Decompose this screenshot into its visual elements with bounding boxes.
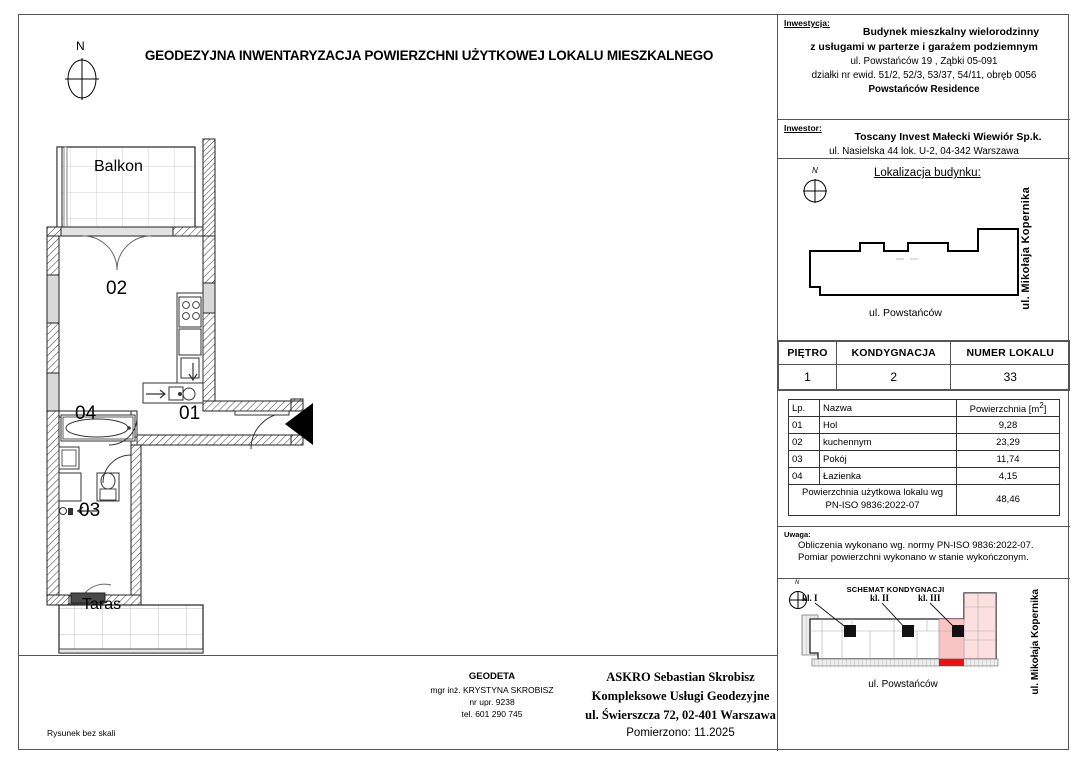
rooms-table-wrap <box>778 391 1070 527</box>
company-name: ASKRO Sebastian Skrobisz <box>606 670 755 684</box>
stair-label-1: kl. I <box>802 592 818 603</box>
unit-header-table <box>778 341 1070 391</box>
header-area-end: ] <box>1043 404 1047 416</box>
table-row <box>789 468 1060 485</box>
header-band <box>19 15 777 115</box>
row-area: 9,28 <box>957 417 1060 434</box>
total-label <box>789 485 957 516</box>
value-pietro: 1 <box>779 365 837 390</box>
total-label-line2: PN-ISO 9836:2022-07 <box>825 499 920 511</box>
investment-line3: ul. Powstańców 19 , Ząbki 05-091 <box>850 55 998 67</box>
row-lp: 02 <box>789 434 820 451</box>
surveyor-title: GEODETA <box>468 671 516 682</box>
investor-name: Toscany Invest Małecki Wiewiór Sp.k. <box>854 131 1042 143</box>
investment-line2: z usługami w parterze i garażem podziemnym <box>810 40 1038 53</box>
table-row <box>789 451 1060 468</box>
table-row <box>789 417 1060 434</box>
value-kondygnacja: 2 <box>836 365 951 390</box>
row-lp: 03 <box>789 451 820 468</box>
header-area-text: Powierzchnia [m <box>969 404 1040 416</box>
col-kondygnacja: KONDYGNACJA <box>836 342 951 365</box>
row-area: 23,29 <box>957 434 1060 451</box>
floor-scheme-section <box>778 579 1070 703</box>
unit-value-row <box>779 365 1070 390</box>
location-title: Lokalizacja budynku: <box>874 167 981 179</box>
surveyor-name: mgr inż. KRYSTYNA SKROBISZ <box>430 684 554 695</box>
total-label-line1: Powierzchnia użytkowa lokalu wg <box>802 487 943 499</box>
notes-line1: Obliczenia wykonano wg. normy PN-ISO 9836:2022-07. <box>798 539 1034 551</box>
investment-section <box>778 15 1070 120</box>
investment-label: Inwestycja: <box>784 18 830 28</box>
header-powierzchnia <box>957 400 1060 417</box>
scheme-title: SCHEMAT KONDYGNACJI <box>846 584 945 594</box>
notes-section <box>778 527 1070 579</box>
location-street-bottom: ul. Powstańców <box>869 307 942 319</box>
row-area: 11,74 <box>957 451 1060 468</box>
company-block <box>584 668 777 743</box>
investment-line1: Budynek mieszkalny wielorodzinny <box>862 26 1040 38</box>
terrace-label: Taras <box>82 596 122 613</box>
rooms-header-row <box>789 400 1060 417</box>
north-arrow-icon-location <box>800 166 834 213</box>
investor-label: Inwestor: <box>784 123 822 133</box>
header-lp: Lp. <box>789 400 820 417</box>
company-services: Kompleksowe Usługi Geodezyjne <box>591 688 770 703</box>
room-label-04: 04 <box>75 403 97 424</box>
rooms-table <box>788 399 1060 516</box>
header-nazwa: Nazwa <box>820 400 957 417</box>
kitchen-fixtures <box>143 293 203 403</box>
measured-date: Pomierzono: 11.2025 <box>626 727 735 740</box>
building-outline <box>808 211 1038 311</box>
notes-line2: Pomiar powierzchni wykonano w stanie wykończonym. <box>798 551 1029 563</box>
total-value: 48,46 <box>957 485 1060 516</box>
col-pietro: PIĘTRO <box>779 342 837 365</box>
balcony-label: Balkon <box>94 158 143 175</box>
unit-header-row <box>779 342 1070 365</box>
surveyor-license: nr upr. 9238 <box>469 697 515 708</box>
room-label-02: 02 <box>106 278 128 299</box>
surveyor-block <box>402 670 582 721</box>
row-lp: 04 <box>789 468 820 485</box>
table-total-row <box>789 485 1060 516</box>
north-arrow-icon <box>59 41 105 103</box>
company-address: ul. Świerszcza 72, 02-401 Warszawa <box>585 707 776 722</box>
north-letter: N <box>76 39 85 53</box>
table-row <box>789 434 1060 451</box>
room-label-03: 03 <box>79 500 101 521</box>
page-title: GEODEZYJNA INWENTARYZACJA POWIERZCHNI UŻYTKOWEJ LOKALU MIESZKALNEGO <box>144 48 714 63</box>
notes-label: Uwaga: <box>784 529 811 539</box>
location-section <box>778 159 1070 341</box>
row-lp: 01 <box>789 417 820 434</box>
scale-note: Rysunek bez skali <box>47 728 116 738</box>
investor-section <box>778 120 1070 159</box>
value-numer-lokalu: 33 <box>951 365 1070 390</box>
surveyor-phone: tel. 601 290 745 <box>461 709 523 720</box>
north-letter: N <box>812 166 818 175</box>
row-name: Pokój <box>820 451 957 468</box>
stair-label-3: kl. III <box>918 592 941 603</box>
room-label-01: 01 <box>179 403 201 424</box>
investment-line4: działki nr ewid. 51/2, 52/3, 53/37, 54/11, obręb 0056 <box>811 69 1037 81</box>
row-name: Hol <box>820 417 957 434</box>
drawing-sheet <box>18 14 1069 750</box>
footer <box>19 655 777 752</box>
header-area-sup: 2 <box>1039 401 1044 410</box>
floor-plan <box>19 115 777 655</box>
location-street-right: ul. Mikołaja Kopernika <box>1020 187 1032 310</box>
title-block <box>777 15 1070 751</box>
stair-label-2: kl. II <box>870 592 890 603</box>
col-numer-lokalu: NUMER LOKALU <box>951 342 1070 365</box>
scheme-street-bottom: ul. Powstańców <box>868 678 938 690</box>
row-area: 4,15 <box>957 468 1060 485</box>
row-name: kuchennym <box>820 434 957 451</box>
north-letter: N <box>795 579 800 586</box>
scheme-street-right: ul. Mikołaja Kopernika <box>1030 588 1041 695</box>
row-name: Łazienka <box>820 468 957 485</box>
investment-line5: Powstańców Residence <box>868 83 980 95</box>
investor-address: ul. Nasielska 44 lok. U-2, 04-342 Warszawa <box>829 145 1019 157</box>
